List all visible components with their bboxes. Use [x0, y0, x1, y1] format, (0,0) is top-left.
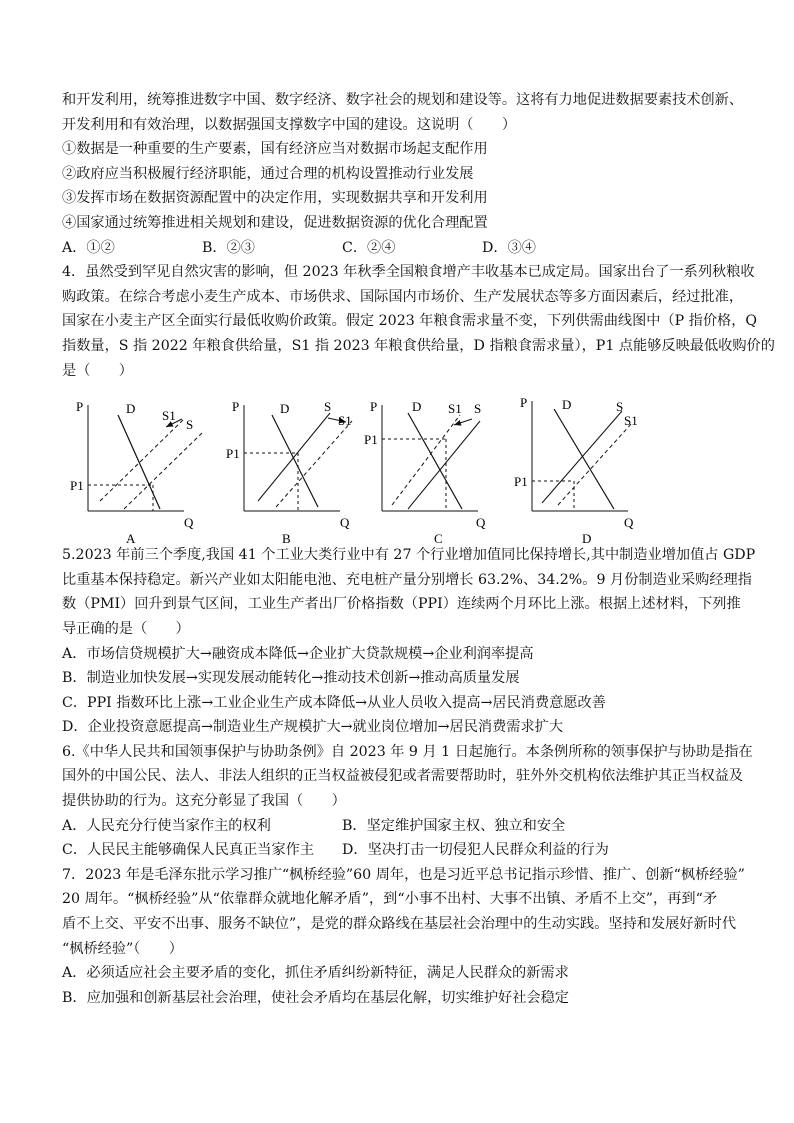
s1-curve: [392, 415, 460, 505]
option-d[interactable]: D．坚决打击一切侵犯人民群众利益的行为: [342, 842, 609, 859]
p1-label: P1: [514, 474, 528, 490]
s1-label: S1: [624, 413, 638, 429]
question-text: 国家在小麦主产区全面实行最低收购价政策。假定 2023 年粮食需求量不变，下列供需曲线图中（P 指价格，Q: [62, 313, 758, 330]
question-text: 指数量，S 指 2022 年粮食供给量，S1 指 2023 年粮食供给量，D 指粮食需求量），P1 点能够反映最低收购价的: [62, 337, 775, 354]
graphs-svg: [62, 391, 742, 543]
d-label: D: [562, 397, 572, 413]
s1-label: S1: [338, 413, 352, 429]
question-text: 7．2023 年是毛泽东批示学习推广“枫桥经验”60 周年，也是习近平总书记指示珍惜、推广、创新“枫桥经验”: [62, 866, 745, 883]
axis-p-label: P: [232, 399, 240, 415]
question-text: 6.《中华人民共和国领事保护与协助条例》自 2023 年 9 月 1 日起施行。本条例所称的领事保护与协助是指在: [62, 743, 753, 760]
question-text: 盾不上交、平安不出事、服务不缺位”，是党的群众路线在基层社会治理中的生动实践。坚持和发展好新时代: [62, 916, 737, 933]
option-a[interactable]: A．人民充分行使当家作主的权利: [62, 817, 271, 834]
d-label: D: [126, 401, 136, 417]
demand-curve: [408, 413, 462, 509]
question-4: [62, 260, 775, 544]
axis-q-label: Q: [476, 515, 486, 531]
s-curve: [258, 413, 330, 501]
d-label: D: [280, 401, 290, 417]
axis-p-label: P: [370, 399, 378, 415]
demand-curve: [554, 409, 614, 509]
question-7: [62, 863, 745, 1011]
answer-options-row: [62, 838, 742, 863]
question-text: 和开发利用，统筹推进数字中国、数字经济、数字社会的规划和建设等。这将有力地促进数据要素技术创新、: [62, 92, 744, 108]
d-label: D: [412, 399, 422, 415]
axis-p-label: P: [76, 399, 84, 415]
question-text: 20 周年。“枫桥经验”从“依靠群众就地化解矛盾”，到“小事不出村、大事不出镇、矛盾不上交”，再到“矛: [62, 891, 718, 908]
statement-4: ④国家通过统筹推进相关规划和建设，促进数据资源的优化合理配置: [62, 214, 488, 231]
axis-q-label: Q: [624, 515, 634, 531]
question-text: 4．虽然受到罕见自然灾害的影响，但 2023 年秋季全国粮食增产丰收基本已成定局。国家出台了一系列秋粮收: [62, 264, 755, 281]
p1-label: P1: [364, 432, 378, 448]
option-c[interactable]: C．人民民主能够确保人民真正当家作主: [62, 842, 315, 859]
option-a[interactable]: A．市场信贷规模扩大→融资成本降低→企业扩大贷款规模→企业利润率提高: [62, 645, 534, 662]
question-6: [62, 740, 753, 863]
option-b[interactable]: B．应加强和创新基层社会治理，使社会矛盾均在基层化解，切实维护好社会稳定: [62, 989, 569, 1006]
s-label: S: [324, 399, 332, 415]
supply-demand-graphs: [62, 391, 742, 543]
question-5: [62, 543, 756, 740]
question-text: 数（PMI）回升到景气区间，工业生产者出厂价格指数（PPI）连续两个月环比上涨。根据上述材料，下列推: [62, 596, 741, 613]
exam-page: [62, 88, 775, 1010]
option-c[interactable]: C．PPI 指数环比上涨→工业企业生产成本降低→从业人员收入提高→居民消费意愿改善: [62, 694, 606, 711]
option-c[interactable]: C．②④: [342, 239, 396, 256]
s1-label: S1: [162, 408, 176, 424]
s1-curve: [100, 419, 184, 501]
s-label: S: [616, 399, 624, 415]
option-a[interactable]: A．①②: [62, 239, 115, 256]
option-a[interactable]: A．必须适应社会主要矛盾的变化，抓住矛盾纠纷新特征，满足人民群众的新需求: [62, 965, 569, 982]
p1-label: P1: [70, 478, 84, 494]
question-3: [62, 88, 742, 260]
question-text: 开发利用和有效治理，以数据强国支撑数字中国的建设。这说明（ ）: [62, 116, 517, 133]
graph-a[interactable]: [70, 399, 202, 543]
question-text: 购政策。在综合考虑小麦生产成本、市场供求、国际国内市场价、生产发展状态等多方面因素后，经过批准，: [62, 288, 744, 305]
axis-p-label: P: [520, 395, 528, 411]
option-b[interactable]: B．坚定维护国家主权、独立和安全: [342, 817, 566, 834]
question-text: 5.2023 年前三个季度,我国 41 个工业大类行业中有 27 个行业增加值同比保持增长,其中制造业增加值占 GDP: [62, 547, 756, 564]
question-text: 国外的中国公民、法人、非法人组织的正当权益被侵犯或者需要帮助时，驻外外交机构依法维护其正当权益及: [62, 768, 744, 785]
graph-caption: C: [434, 531, 443, 544]
option-b[interactable]: B．②③: [202, 239, 255, 256]
question-text: 提供协助的行为。这充分彰显了我国（ ）: [62, 793, 346, 810]
axis-q-label: Q: [184, 515, 194, 531]
demand-curve: [118, 415, 160, 509]
s-curve: [124, 433, 202, 509]
question-text: 导正确的是（ ）: [62, 620, 190, 637]
option-d[interactable]: D．企业投资意愿提高→制造业生产规模扩大→就业岗位增加→居民消费需求扩大: [62, 719, 564, 736]
question-text: 是（ ）: [62, 362, 133, 379]
demand-curve: [272, 415, 318, 507]
graph-d[interactable]: [514, 395, 638, 543]
graph-caption: B: [282, 531, 291, 544]
s-label: S: [186, 417, 194, 433]
graph-caption: A: [126, 531, 136, 544]
answer-options: [62, 236, 742, 261]
statement-1: ①数据是一种重要的生产要素，国有经济应当对数据市场起支配作用: [62, 141, 488, 158]
graph-b[interactable]: [226, 399, 352, 543]
question-text: 比重基本保持稳定。新兴产业如太阳能电池、充电桩产量分别增长 63.2%、34.2%。9 月份制造业采购经理指: [62, 571, 752, 588]
question-text: “枫桥经验”（ ）: [62, 940, 183, 957]
graph-c[interactable]: [364, 399, 486, 543]
s-curve: [408, 421, 480, 509]
graph-caption: D: [582, 531, 592, 544]
option-b[interactable]: B．制造业加快发展→实现发展动能转化→推动技术创新→推动高质量发展: [62, 670, 520, 687]
statement-2: ②政府应当积极履行经济职能，通过合理的机构设置推动行业发展: [62, 165, 474, 182]
s1-label: S1: [448, 401, 462, 417]
answer-options-row: [62, 814, 742, 839]
s1-curve: [276, 421, 352, 507]
statement-3: ③发挥市场在数据资源配置中的决定作用，实现数据共享和开发利用: [62, 190, 488, 207]
p1-label: P1: [226, 446, 240, 462]
axis-q-label: Q: [340, 515, 350, 531]
s-label: S: [474, 401, 482, 417]
option-d[interactable]: D．③④: [482, 239, 536, 256]
s-curve: [542, 411, 622, 503]
